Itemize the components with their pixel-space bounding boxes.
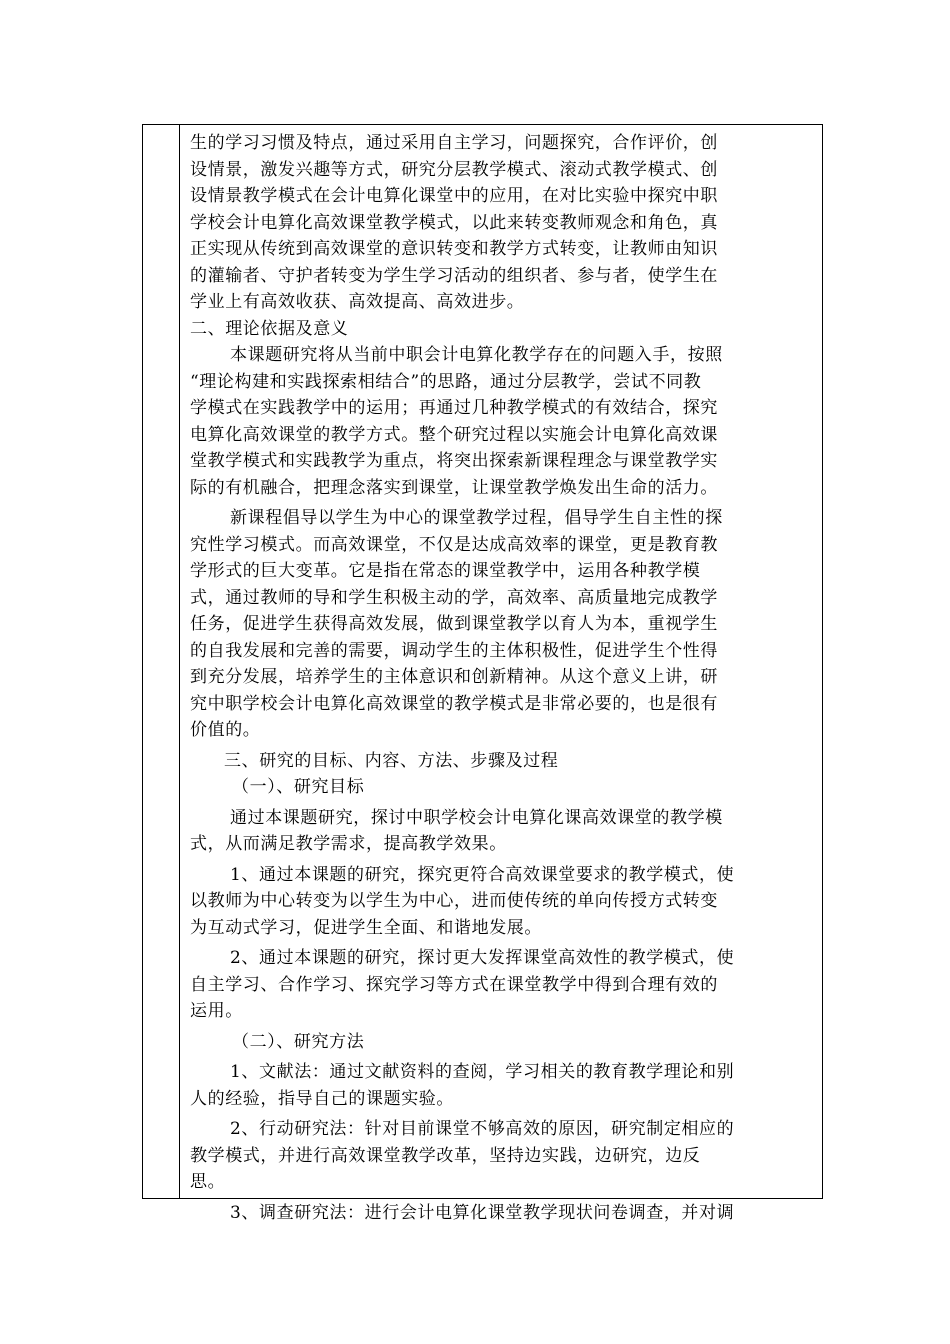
subsection-heading-goals: （一）、研究目标 <box>232 777 365 797</box>
text-line: 新课程倡导以学生为中心的课堂教学过程，倡导学生自主性的探 <box>230 508 723 528</box>
text-line: 自主学习、合作学习、探究学习等方式在课堂教学中得到合理有效的 <box>190 974 718 995</box>
paragraph-intro <box>190 130 795 316</box>
text-line: 的灌输者、守护者转变为学生学习活动的组织者、参与者，使学生在 <box>190 265 718 286</box>
paragraph-method-1 <box>190 1059 795 1112</box>
text-line: 究中职学校会计电算化高效课堂的教学模式是非常必要的，也是很有 <box>190 693 718 714</box>
text-line: 电算化高效课堂的教学方式。整个研究过程以实施会计电算化高效课 <box>190 424 718 445</box>
paragraph-goal <box>190 805 795 858</box>
subsection-heading-methods: （二）、研究方法 <box>232 1031 365 1052</box>
text-line: 人的经验，指导自己的课题实验。 <box>190 1088 454 1109</box>
text-line: 学校会计电算化高效课堂教学模式，以此来转变教师观念和角色，真 <box>190 212 718 233</box>
text-line: 式，通过教师的导和学生积极主动的学，高效率、高质量地完成教学 <box>190 587 718 608</box>
paragraph-method-3 <box>190 1200 795 1227</box>
text-line: 为互动式学习，促进学生全面、和谐地发展。 <box>190 917 542 938</box>
text-line: 运用。 <box>190 1001 243 1021</box>
text-line: 任务，促进学生获得高效发展，做到课堂教学以育人为本，重视学生 <box>190 614 718 634</box>
text-line: 价值的。 <box>190 720 261 740</box>
paragraph-theory-1 <box>190 342 795 501</box>
paragraph-method-2 <box>190 1116 795 1196</box>
text-line: 设情景教学模式在会计电算化课堂中的应用，在对比实验中探究中职 <box>190 186 718 206</box>
paragraph-theory-2 <box>190 505 795 744</box>
section-heading-3: 三、研究的目标、内容、方法、步骤及过程 <box>224 750 559 771</box>
text-line: 堂教学模式和实践教学为重点，将突出探索新课程理念与课堂教学实 <box>190 451 718 471</box>
text-line: 2、通过本课题的研究，探讨更大发挥课堂高效性的教学模式，使 <box>230 948 735 968</box>
text-line: 学形式的巨大变革。它是指在常态的课堂教学中，运用各种教学模 <box>190 561 701 581</box>
text-line: 2、行动研究法：针对目前课堂不够高效的原因，研究制定相应的 <box>230 1119 735 1139</box>
text-line: 学模式在实践教学中的运用；再通过几种教学模式的有效结合，探究 <box>190 398 718 418</box>
text-line: “理论构建和实践探索相结合”的思路，通过分层教学，尝试不同教 <box>190 371 702 392</box>
text-line: 的自我发展和完善的需要，调动学生的主体积极性，促进学生个性得 <box>190 640 718 661</box>
paragraph-goal-2 <box>190 945 795 1025</box>
text-line: 正实现从传统到高效课堂的意识转变和教学方式转变，让教师由知识 <box>190 239 718 259</box>
text-line: 本课题研究将从当前中职会计电算化教学存在的问题入手，按照 <box>230 345 723 365</box>
text-line: 式，从而满足教学需求，提高教学效果。 <box>190 834 507 854</box>
text-line: 1、文献法：通过文献资料的查阅，学习相关的教育教学理论和别 <box>230 1062 735 1082</box>
text-line: 到充分发展，培养学生的主体意识和创新精神。从这个意义上讲，研 <box>190 667 718 687</box>
text-line: 生的学习习惯及特点，通过采用自主学习，问题探究，合作评价，创 <box>190 133 718 153</box>
text-line: 通过本课题研究，探讨中职学校会计电算化课高效课堂的教学模 <box>230 807 723 828</box>
text-line: 设情景，激发兴趣等方式，研究分层教学模式、滚动式教学模式、创 <box>190 159 718 180</box>
text-line: 学业上有高效收获、高效提高、高效进步。 <box>190 292 525 312</box>
text-line: 思。 <box>190 1172 226 1192</box>
text-line: 3、调查研究法：进行会计电算化课堂教学现状问卷调查，并对调 <box>230 1202 735 1223</box>
text-line: 以教师为中心转变为以学生为中心，进而使传统的单向传授方式转变 <box>190 891 718 911</box>
column-divider <box>179 124 180 1199</box>
document-body <box>190 130 795 1226</box>
text-line: 际的有机融合，把理念落实到课堂，让课堂教学焕发出生命的活力。 <box>190 477 718 498</box>
paragraph-goal-1 <box>190 862 795 942</box>
text-line: 1、通过本课题的研究，探究更符合高效课堂要求的教学模式，使 <box>230 864 735 885</box>
text-line: 究性学习模式。而高效课堂，不仅是达成高效率的课堂，更是教育教 <box>190 534 718 555</box>
section-heading-2: 二、理论依据及意义 <box>190 318 349 339</box>
text-line: 教学模式，并进行高效课堂教学改革，坚持边实践，边研究，边反 <box>190 1145 701 1166</box>
